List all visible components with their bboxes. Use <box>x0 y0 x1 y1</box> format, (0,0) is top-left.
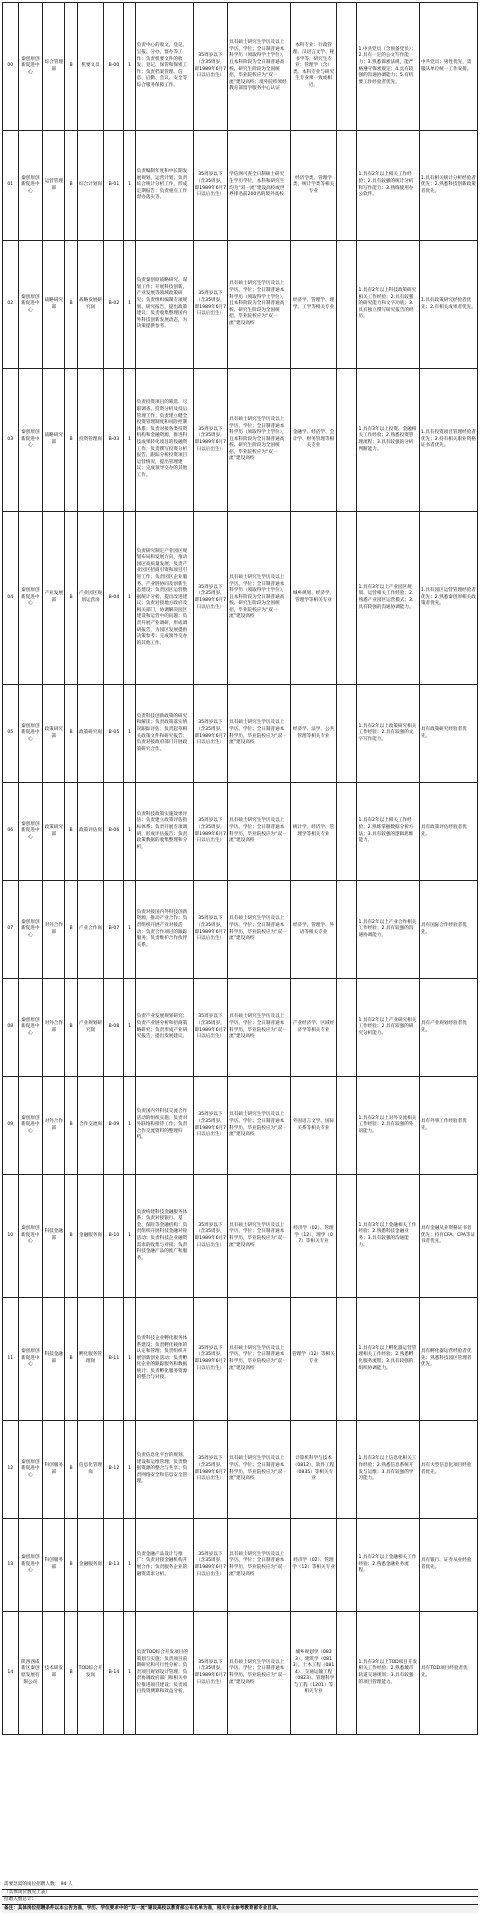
cell-age: 35周岁以下（含35周岁，即1989年6月7日以后出生） <box>193 369 228 512</box>
cell-note: 具有TOD项目经验者优先。 <box>419 1612 477 1735</box>
cell-type: B <box>65 1612 77 1735</box>
cell-no: 04 <box>3 512 19 685</box>
cell-title <box>337 3 357 131</box>
cell-title <box>337 1612 357 1735</box>
cell-note: 具有孵化器运营经验者优先；熟悉科技园区管理者优先。 <box>419 1298 477 1421</box>
cell-code: B-11 <box>104 1298 124 1421</box>
cell-code: B-13 <box>104 1519 124 1612</box>
cell-major: 金融学、经济学、会计学、财务管理等相关专业 <box>290 369 337 512</box>
cell-duty: 负责产业发展规划研究；负责产业链分析和招商策略研究；负责形成产业研究报告，提出发展建议。 <box>135 979 193 1077</box>
cell-age: 35周岁以下（含35周岁，即1989年6月7日以后出生） <box>193 1298 228 1421</box>
cell-post: 产业规划研究岗 <box>77 979 104 1077</box>
cell-title <box>337 1175 357 1298</box>
cell-note: 1.具有投资项目管理经验者优先；2.持有相关职业资格证书者优先。 <box>419 369 477 512</box>
cell-edu: 具有硕士研究生学历及以上学历、学位；全日制普通本科学历（须取得学士学位），且本科阶段为全日制普通高校、研究生阶段为全国统招，毕业院校应为“双一流”建设高校 <box>228 369 290 512</box>
cell-note: 具有银行、证券从业经验者优先。 <box>419 1519 477 1612</box>
cell-code: B-10 <box>104 1175 124 1298</box>
cell-title <box>337 1421 357 1519</box>
cell-age: 35周岁以下（含35周岁，即1989年6月7日以后出生） <box>193 1175 228 1298</box>
cell-title <box>337 1298 357 1421</box>
cell-num: 1 <box>124 979 135 1077</box>
cell-code: B-09 <box>104 1077 124 1175</box>
cell-post: 投资管理岗 <box>77 369 104 512</box>
cell-duty: 负责投资项目的筛选、尽职调查、投资分析及投后管理工作；负责建立健全投资管理制度和风险控制体系；负责对接各类投资机构和金融资源，推进科技成果转化项目的投融资工作；负责撰写投资分析报告，跟踪分析投资项目运营情况，提出管理建议；完成领导交办的其他工作。 <box>135 369 193 512</box>
cell-org: 秦创原创新促进中心 <box>18 369 43 512</box>
cell-duty: 负责秦创原战略研究、谋划工作；开展科技创新、产业发展等领域政策研究；负责组织编制专项规划、研究报告，提出政策建议；负责收集整理国内外科技创新发展动态，为决策提供参考。 <box>135 241 193 369</box>
cell-other: 1.具有2年以上金融相关工作经验；2.熟悉金融业务流程。 <box>357 1519 419 1612</box>
cell-org: 秦创原创新促进中心 <box>18 1175 43 1298</box>
cell-other: 1.具有2年以上相关工作经验；2.具有较强的统计分析和写作能力；3.熟练使用办公软件。 <box>357 131 419 241</box>
cell-post: 合作交流岗 <box>77 1077 104 1175</box>
table-row <box>3 783 478 881</box>
cell-num: 1 <box>124 783 135 881</box>
cell-major: 经济学、管理学、理学、工学等相关专业 <box>290 241 337 369</box>
cell-org: 秦创原创新促进中心 <box>18 979 43 1077</box>
cell-type: B <box>65 979 77 1077</box>
cell-code: B-06 <box>104 783 124 881</box>
cell-duty: 负责编制年度和中长期发展规划、运营计划；负责综合统计分析工作，形成定期报告；负责重点工作督办落实等。 <box>135 131 193 241</box>
cell-dept: 科创服务部 <box>43 1421 65 1519</box>
cell-post: 金融服务岗 <box>77 1519 104 1612</box>
cell-num: 1 <box>124 1612 135 1735</box>
cell-major: 本科专业：行政管理、汉语言文学、秘书学等；研究生专业：管理学（含）类。本科专业与研究生专业须一致或相近。 <box>290 3 337 131</box>
cell-other: 1.具有2年以上科技政策研究相关工作经验；2.具有较强的研究能力和文字功底；3.具有独立撰写研究报告的经历。 <box>357 241 419 369</box>
cell-post: TOD综合开发岗 <box>77 1612 104 1735</box>
cell-major: 城乡规划学（0833）、建筑学（0813）、土木工程（0814）、交通运输工程（0823）、管理科学与工程（1201）等相关专业 <box>290 1612 337 1735</box>
cell-dept: 运营管理部 <box>43 131 65 241</box>
cell-org: 秦创原创新促进中心 <box>18 241 43 369</box>
cell-other: 1.具有2年以上政策研究相关工作经验；2.具有较强的文字写作能力。 <box>357 685 419 783</box>
cell-title <box>337 241 357 369</box>
cell-note: 具有金融从业资格证书者优先；持有CFA、CPA等证书者优先。 <box>419 1175 477 1298</box>
cell-age: 35周岁以下（含35周岁，即1989年6月7日以后出生） <box>193 3 228 131</box>
footer-summary <box>2 1882 478 1890</box>
cell-num: 1 <box>124 881 135 979</box>
cell-major: 外国语言文学、国际关系等相关专业 <box>290 1077 337 1175</box>
cell-org: 陕西西咸新区秦创原发展有限公司 <box>18 1612 43 1735</box>
cell-org: 秦创原创新促进中心 <box>18 783 43 881</box>
cell-no: 10 <box>3 1175 19 1298</box>
cell-other: 1.具有2年以上产业研究相关工作经验；2.具有较强的研究分析能力。 <box>357 979 419 1077</box>
cell-major: 经济学类、管理学类、统计学类等相关专业 <box>290 131 337 241</box>
cell-edu: 具有硕士研究生学历及以上学历、学位；全日制普通本科学历，毕业院校应为“双一流”建设高校 <box>228 1175 290 1298</box>
cell-dept: 产业发展部 <box>43 512 65 685</box>
cell-edu: 具有硕士研究生学历及以上学历、学位；全日制普通本科学历，毕业院校应为“双一流”建设高校 <box>228 979 290 1077</box>
cell-edu: 具有硕士研究生学历及以上学历、学位；全日制普通本科学历，毕业院校应为“双一流”建设高校 <box>228 1421 290 1519</box>
cell-title <box>337 512 357 685</box>
cell-major: 统计学、经济学、管理学等相关专业 <box>290 783 337 881</box>
cell-num: 1 <box>124 131 135 241</box>
cell-org: 秦创原创新促进中心 <box>18 881 43 979</box>
cell-code: B-00 <box>104 3 124 131</box>
cell-note: 1.具有政策研究经验者优先；2.有相关成果者优先。 <box>419 241 477 369</box>
cell-title <box>337 881 357 979</box>
cell-type: B <box>65 241 77 369</box>
cell-num: 1 <box>124 369 135 512</box>
cell-age: 35周岁以下（含35周岁，即1989年6月7日以后出生） <box>193 512 228 685</box>
cell-other: 1.具有3年以上信息化相关工作经验；2.熟悉信息系统开发与运维；3.具有较强的学习能力。 <box>357 1421 419 1519</box>
cell-note: 具有政策评估经验者优先。 <box>419 783 477 881</box>
cell-note: 1.具有园区运营管理经验者优先；2.熟悉秦创原相关政策者优先。 <box>419 512 477 685</box>
table-row <box>3 241 478 369</box>
table-row <box>3 979 478 1077</box>
cell-other: 1.具有2年以上产业合作相关工作经验；2.具有较强的沟通协调能力。 <box>357 881 419 979</box>
cell-no: 01 <box>3 131 19 241</box>
cell-dept: 科创服务部 <box>43 1519 65 1612</box>
cell-code: B-05 <box>104 685 124 783</box>
cell-dept: 战略研究部 <box>43 241 65 369</box>
cell-edu: 学信网可查全日制硕士研究生学历学位，本科和研究生均为“双一流”建设高校或世界排名前200名的境外高校 <box>228 131 290 241</box>
cell-edu: 具有硕士研究生学历及以上学历、学位；全日制普通本科学历（须取得学士学位），且本科阶段为全日制普通高校、研究生阶段为全国统招，毕业院校应为“双一流”建设高校 <box>228 512 290 685</box>
cell-org: 秦创原创新促进中心 <box>18 512 43 685</box>
cell-edu: 具有硕士研究生学历及以上学历、学位；全日制普通本科学历，毕业院校应为“双一流”建设高校 <box>228 1298 290 1421</box>
cell-age: 35周岁以下（含35周岁，即1989年6月7日以后出生） <box>193 241 228 369</box>
cell-num: 1 <box>124 512 135 685</box>
cell-post: 战略发展研究岗 <box>77 241 104 369</box>
cell-type: B <box>65 369 77 512</box>
table-row <box>3 881 478 979</box>
cell-title <box>337 685 357 783</box>
cell-no: 09 <box>3 1077 19 1175</box>
cell-post: 政策研究岗 <box>77 685 104 783</box>
cell-dept: 对外合作部 <box>43 979 65 1077</box>
cell-note: 1.具有相关统计分析经验者优先；2.熟悉科技创新政策者优先。 <box>419 131 477 241</box>
table-row <box>3 1519 478 1612</box>
summary-label: 需要急需的岗位招聘人数： <box>4 1882 60 1887</box>
cell-note: 具有国际合作经验者优先。 <box>419 881 477 979</box>
footer-line3: 招聘人数总计： <box>2 1897 478 1905</box>
cell-age: 35周岁以下（含35周岁，即1989年6月7日以后出生） <box>193 1519 228 1612</box>
cell-other: 1.具有3年以上产业园区规划、运营相关工作经验；2.熟悉产业园区运营模式；3.具有较强的沟通协调能力。 <box>357 512 419 685</box>
cell-code: B-02 <box>104 241 124 369</box>
cell-title <box>337 979 357 1077</box>
cell-edu: 具有硕士研究生学历及以上学历、学位；全日制普通本科学历，毕业院校应为“双一流”建设高校 <box>228 881 290 979</box>
cell-major: 管理学（12）等相关专业 <box>290 1298 337 1421</box>
cell-post: 孵化服务管理岗 <box>77 1298 104 1421</box>
cell-post: 机要文员 <box>77 3 104 131</box>
cell-org: 秦创原创新促进中心 <box>18 1298 43 1421</box>
footer <box>2 1882 478 1913</box>
cell-age: 35周岁以下（含35周岁，即1989年6月7日以后出生） <box>193 1612 228 1735</box>
cell-dept: 对外合作部 <box>43 881 65 979</box>
cell-org: 秦创原创新促进中心 <box>18 1519 43 1612</box>
cell-title <box>337 783 357 881</box>
table-row <box>3 512 478 685</box>
cell-code: B-04 <box>104 512 124 685</box>
cell-num: 1 <box>124 1298 135 1421</box>
job-table-sheet <box>2 2 478 1735</box>
table-row <box>3 1298 478 1421</box>
cell-post: 政策评估岗 <box>77 783 104 881</box>
cell-code: B-03 <box>104 369 124 512</box>
cell-note: 中共党员；男性优先，需服从单位统一工作安排。 <box>419 3 477 131</box>
cell-age: 35周岁以下（含35周岁，即1989年6月7日以后出生） <box>193 1421 228 1519</box>
cell-duty: 负责国内外科技交流合作活动的组织实施；负责对外联络和接待工作；负责合作交流资料的整理归档。 <box>135 1077 193 1175</box>
cell-code: B-07 <box>104 881 124 979</box>
cell-major: 产业经济学、区域经济学等相关专业 <box>290 979 337 1077</box>
footer-line2: （具体岗位数见上表） <box>2 1890 478 1898</box>
cell-no: 14 <box>3 1612 19 1735</box>
cell-duty: 负责金融产品设计与推广；负责对接金融机构开展合作；负责服务企业的融资需求分析。 <box>135 1519 193 1612</box>
cell-code: B-12 <box>104 1421 124 1519</box>
cell-type: B <box>65 685 77 783</box>
cell-post: 产业园区规划运营岗 <box>77 512 104 685</box>
cell-org: 秦创原创新促进中心 <box>18 1421 43 1519</box>
cell-other: 1.具有2年以上相关工作经验；2.熟练掌握数据分析方法；3.具有较强的逻辑思维能力。 <box>357 783 419 881</box>
cell-age: 35周岁以下（含35周岁，即1989年6月7日以后出生） <box>193 1077 228 1175</box>
cell-type: B <box>65 881 77 979</box>
cell-code: B-08 <box>104 979 124 1077</box>
cell-post: 产业合作岗 <box>77 881 104 979</box>
cell-no: 05 <box>3 685 19 783</box>
cell-duty: 负责信息化平台的规划、建设和运维管理；负责数据资源的整合与共享；负责网络安全和信息安全管理。 <box>135 1421 193 1519</box>
table-row <box>3 1421 478 1519</box>
cell-title <box>337 131 357 241</box>
cell-other: 1.具有3年以上孵化器运营管理相关工作经验；2.熟悉孵化服务流程；3.具有较强的组织协调能力。 <box>357 1298 419 1421</box>
cell-major: 计算机科学与技术（0812）、软件工程（0835）等相关专业 <box>290 1421 337 1519</box>
cell-num: 1 <box>124 1421 135 1519</box>
cell-age: 35周岁以下（含35周岁，即1989年6月7日以后出生） <box>193 881 228 979</box>
cell-duty: 负责构建科技金融服务体系；负责对接银行、基金、保险等金融机构；负责组织开展科技金融对接活动；负责科技企业融资需求的收集与对接；负责科技金融产品的推广和服务。 <box>135 1175 193 1298</box>
table-row <box>3 1077 478 1175</box>
cell-title <box>337 1519 357 1612</box>
cell-age: 35周岁以下（含35周岁，即1989年6月7日以后出生） <box>193 783 228 881</box>
cell-edu: 具有硕士研究生学历及以上学历、学位；全日制普通本科学历，毕业院校应为“双一流”建设高校 <box>228 1077 290 1175</box>
table-row <box>3 685 478 783</box>
cell-type: B <box>65 1077 77 1175</box>
cell-edu: 具有硕士研究生学历及以上学历、学位；全日制普通本科学历（须取得学士学位），且本科阶段为全日制普通高校、研究生阶段为全国统招，毕业院校应为“双一流”建设高校；境外院校须经教育部留学服务中心认证 <box>228 3 290 131</box>
cell-dept: 技术研发部 <box>43 1612 65 1735</box>
cell-no: 03 <box>3 369 19 512</box>
cell-dept: 政策研究部 <box>43 685 65 783</box>
cell-no: 02 <box>3 241 19 369</box>
cell-major: 经济学（02）、管理学（12）等相关专业 <box>290 1519 337 1612</box>
cell-major: 城乡规划、经济学、管理学等相关专业 <box>290 512 337 685</box>
cell-no: 00 <box>3 3 19 131</box>
cell-type: B <box>65 1421 77 1519</box>
footer-note: 备注：具体岗位招聘条件以本公告为准，学历、学位要求中的“双一流”建设高校以教育部公布名单为准，相关专业参考教育部专业目录。 <box>2 1905 478 1914</box>
cell-title <box>337 1077 357 1175</box>
cell-no: 08 <box>3 979 19 1077</box>
summary-unit: 人 <box>67 1882 73 1887</box>
cell-post: 综合计划岗 <box>77 131 104 241</box>
table-row <box>3 369 478 512</box>
cell-no: 06 <box>3 783 19 881</box>
cell-num: 1 <box>124 1077 135 1175</box>
cell-duty: 负责科技创新政策的研究和解读；负责政策落实情况跟踪评估；负责起草相关政策文件和研究报告；负责对接政府部门开展政策研究合作。 <box>135 685 193 783</box>
cell-duty: 负责研究制定产业园区规划布局和发展方向，推动园区高质量发展；负责产业园区招商引资和项目引进工作；负责园区企业服务、产业链协同及创新生态建设；负责园区运营数据统计分析，提出改进建议；负责对接地方政府及相关部门，协调解决园区建设和运营中的问题；负责开展产业调研，形成调研报告，为园区发展提供决策参考；完成领导交办的其他工作。 <box>135 512 193 685</box>
cell-edu: 具有硕士研究生学历及以上学历、学位；全日制普通本科学历，毕业院校应为“双一流”建设高校 <box>228 783 290 881</box>
cell-edu: 具有硕士研究生学历及以上学历、学位；全日制普通本科学历，毕业院校应为“双一流”建设高校 <box>228 1612 290 1735</box>
cell-no: 11 <box>3 1298 19 1421</box>
cell-no: 13 <box>3 1519 19 1612</box>
cell-note: 具有产业规划经验者优先。 <box>419 979 477 1077</box>
summary-value: 94 <box>60 1882 67 1887</box>
cell-note: 具有外事工作经验者优先。 <box>419 1077 477 1175</box>
cell-title <box>337 369 357 512</box>
cell-duty: 负责TOD综合开发项目的策划与实施；负责项目前期研究和可行性分析；负责项目规划设计管理；负责协调政府部门和相关单位推进项目建设；负责项目投资测算和效益分析。 <box>135 1612 193 1735</box>
cell-age: 35周岁以下（含35周岁，即1989年6月7日以后出生） <box>193 131 228 241</box>
cell-other: 1.具有2年以上对外交流相关工作经验；2.具有较强的外语能力。 <box>357 1077 419 1175</box>
cell-major: 经济学、管理学、外语等相关专业 <box>290 881 337 979</box>
cell-dept: 科技金融部 <box>43 1175 65 1298</box>
table-row <box>3 131 478 241</box>
cell-other: 1.具有3年以上TOD项目开发相关工作经验；2.熟悉城市轨道交通规划；3.具有较强的项目管理能力。 <box>357 1612 419 1735</box>
cell-other: 1.中共党员（含预备党员）；2.具有一定的公文写作能力；3.熟悉保密法规，能严格遵守保密规定；4.具有较强的沟通协调能力；5.有机要工作经验者优先。 <box>357 3 419 131</box>
cell-num: 1 <box>124 685 135 783</box>
cell-major: 经济学、法学、公共管理等相关专业 <box>290 685 337 783</box>
cell-duty: 负责中心的收文、登记、呈报、分办、督办等工作；负责机要文件的收发、登记、保管和保密工作；负责档案管理、信息、后勤、会议、安全等综合服务保障工作。 <box>135 3 193 131</box>
cell-other: 1.具有3年以上金融相关工作经验；2.熟悉科技金融业务；3.具有较强的沟通能力。 <box>357 1175 419 1298</box>
cell-org: 秦创原创新促进中心 <box>18 1077 43 1175</box>
cell-org: 秦创原创新促进中心 <box>18 3 43 131</box>
cell-dept: 综合管理部 <box>43 3 65 131</box>
cell-duty: 负责对接国内外科技创新资源，推动产业合作；负责组织开展产业对接活动；负责合作项目的跟踪服务；负责维护合作伙伴关系。 <box>135 881 193 979</box>
cell-type: B <box>65 1298 77 1421</box>
cell-num: 1 <box>124 241 135 369</box>
cell-type: B <box>65 783 77 881</box>
cell-dept: 对外合作部 <box>43 1077 65 1175</box>
cell-num: 1 <box>124 3 135 131</box>
cell-no: 07 <box>3 881 19 979</box>
cell-edu: 具有硕士研究生学历及以上学历、学位；全日制普通本科学历，毕业院校应为“双一流”建设高校 <box>228 1519 290 1612</box>
cell-edu: 具有硕士研究生学历及以上学历、学位；全日制普通本科学历，毕业院校应为“双一流”建设高校 <box>228 685 290 783</box>
cell-duty: 负责科技企业孵化服务体系建设；负责孵化载体的认定和管理；负责组织开展创新创业活动；负责孵化企业的跟踪服务和数据统计；负责孵化服务资源的整合与对接。 <box>135 1298 193 1421</box>
cell-other: 1.具有3年以上投资、金融相关工作经验；2.熟悉投资管理流程；3.具有较强的分析判断能力。 <box>357 369 419 512</box>
cell-type: B <box>65 512 77 685</box>
cell-type: B <box>65 1175 77 1298</box>
cell-post: 信息化管理岗 <box>77 1421 104 1519</box>
job-table <box>2 2 478 1735</box>
cell-dept: 科技金融部 <box>43 1298 65 1421</box>
cell-duty: 负责科技政策实施效果评估；负责建立政策评估指标体系；负责开展专项调研，形成评估报告；负责政策数据的收集整理和分析。 <box>135 783 193 881</box>
cell-post: 金融服务岗 <box>77 1175 104 1298</box>
cell-org: 秦创原创新促进中心 <box>18 685 43 783</box>
table-row <box>3 1175 478 1298</box>
cell-no: 12 <box>3 1421 19 1519</box>
cell-type: B <box>65 131 77 241</box>
cell-num: 1 <box>124 1519 135 1612</box>
cell-major: 经济学（02）、管理学（12）、理学（07）等相关专业 <box>290 1175 337 1298</box>
table-row <box>3 1612 478 1735</box>
cell-note: 具有大型信息化项目经验者优先。 <box>419 1421 477 1519</box>
cell-note: 具有政策研究经验者优先。 <box>419 685 477 783</box>
table-row <box>3 3 478 131</box>
cell-org: 秦创原创新促进中心 <box>18 131 43 241</box>
cell-code: B-14 <box>104 1612 124 1735</box>
cell-code: B-01 <box>104 131 124 241</box>
cell-type: B <box>65 3 77 131</box>
cell-dept: 政策研究部 <box>43 783 65 881</box>
cell-age: 35周岁以下（含35周岁，即1989年6月7日以后出生） <box>193 979 228 1077</box>
cell-dept: 战略研究部 <box>43 369 65 512</box>
cell-num: 1 <box>124 1175 135 1298</box>
cell-age: 35周岁以下（含35周岁，即1989年6月7日以后出生） <box>193 685 228 783</box>
cell-edu: 具有硕士研究生学历及以上学历、学位；全日制普通本科学历（须取得学士学位），且本科阶段为全日制普通高校、研究生阶段为全国统招，毕业院校应为“双一流”建设高校 <box>228 241 290 369</box>
cell-type: B <box>65 1519 77 1612</box>
